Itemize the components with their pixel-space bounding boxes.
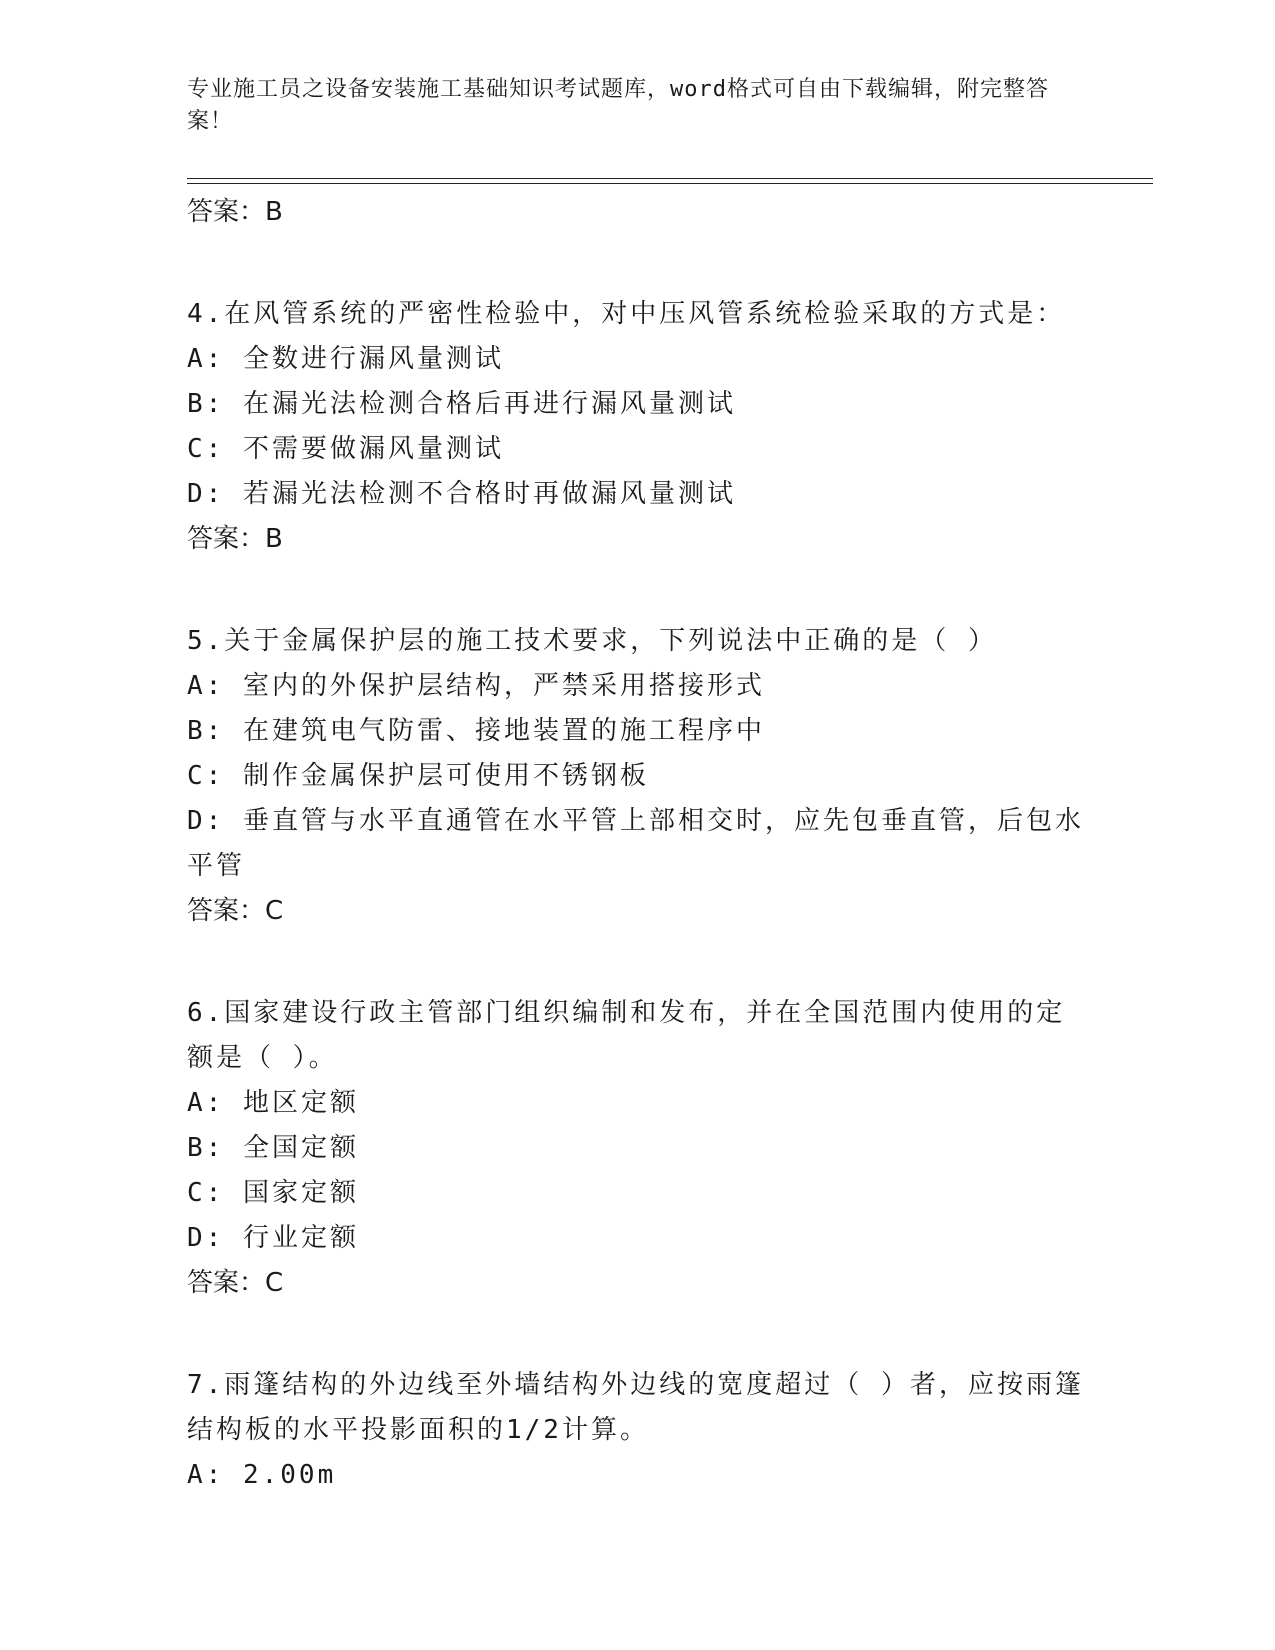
question-block [187, 1363, 1087, 1498]
question-text: 7.雨篷结构的外边线至外墙结构外边线的宽度超过（ ）者，应按雨篷结构板的水平投影面积的1/2计算。 [187, 1370, 1084, 1445]
answer-line: 答案：C [187, 1268, 284, 1298]
option-d: D: 垂直管与水平直通管在水平管上部相交时，应先包垂直管，后包水平管 [187, 806, 1084, 881]
option-a: A: 地区定额 [187, 1088, 359, 1118]
document-header: 专业施工员之设备安装施工基础知识考试题库，word格式可自由下载编辑，附完整答案！ [187, 77, 1049, 134]
question-text: 4.在风管系统的严密性检验中，对中压风管系统检验采取的方式是： [187, 299, 1066, 329]
question-block [187, 292, 1087, 561]
option-c: C: 国家定额 [187, 1178, 359, 1208]
option-b: B: 全国定额 [187, 1133, 359, 1163]
option-a: A: 室内的外保护层结构，严禁采用搭接形式 [187, 671, 765, 701]
option-a: A: 2.00m [187, 1460, 337, 1490]
option-a: A: 全数进行漏风量测试 [187, 344, 504, 374]
answer-line: 答案：B [187, 524, 283, 554]
option-d: D: 行业定额 [187, 1223, 359, 1253]
option-c: C: 不需要做漏风量测试 [187, 434, 504, 464]
question-list [187, 190, 1087, 1498]
option-b: B: 在漏光法检测合格后再进行漏风量测试 [187, 389, 736, 419]
question-text: 6.国家建设行政主管部门组织编制和发布，并在全国范围内使用的定额是（ ）。 [187, 998, 1066, 1073]
header-divider-bottom [187, 183, 1153, 184]
answer-line: 答案：B [187, 197, 283, 227]
answer-line: 答案：C [187, 896, 284, 926]
question-block [187, 619, 1087, 933]
question-text: 5.关于金属保护层的施工技术要求，下列说法中正确的是（ ） [187, 626, 997, 656]
option-b: B: 在建筑电气防雷、接地装置的施工程序中 [187, 716, 765, 746]
option-d: D: 若漏光法检测不合格时再做漏风量测试 [187, 479, 736, 509]
option-c: C: 制作金属保护层可使用不锈钢板 [187, 761, 649, 791]
header-divider-top [187, 178, 1153, 179]
question-block [187, 991, 1087, 1305]
